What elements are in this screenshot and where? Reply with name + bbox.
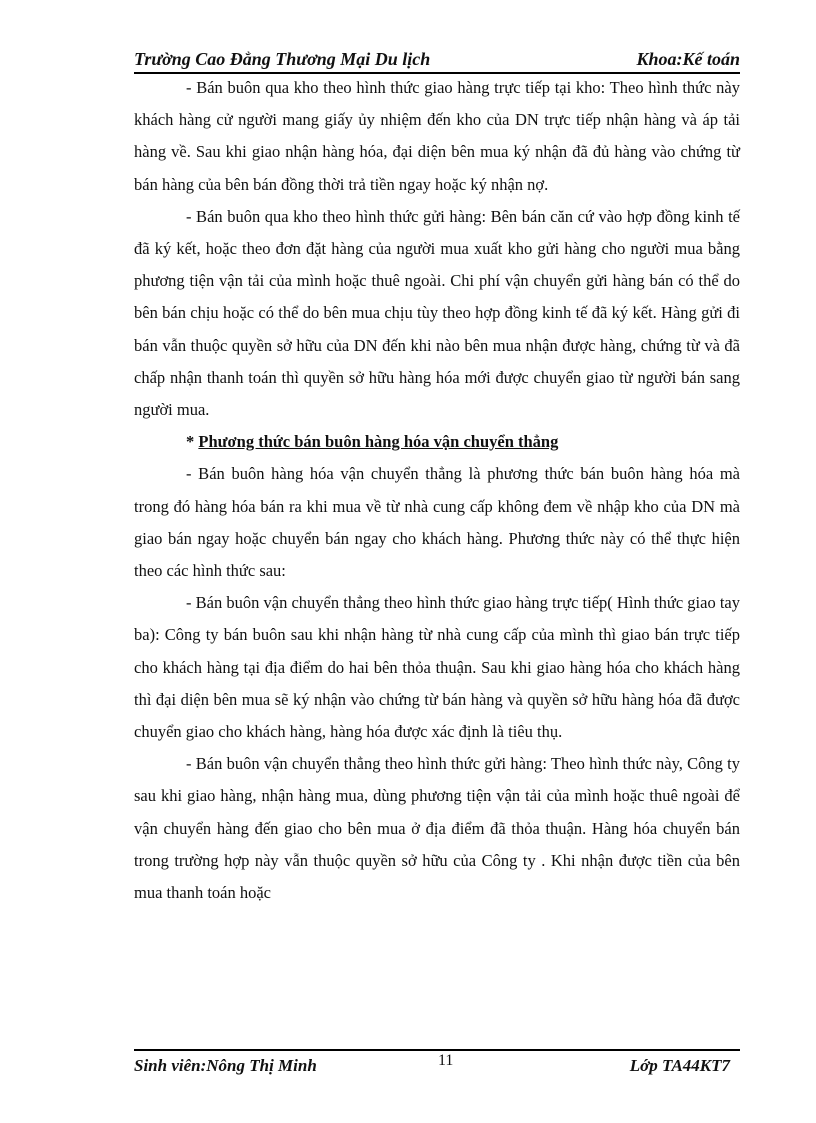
school-name: Trường Cao Đẳng Thương Mại Du lịch	[134, 49, 431, 69]
student-name: Sinh viên:Nông Thị Minh	[134, 1056, 317, 1075]
page-footer	[134, 1052, 740, 1076]
paragraph: - Bán buôn qua kho theo hình thức gửi hàng: Bên bán căn cứ vào hợp đồng kinh tế đã ký kết, hoặc theo đơn đặt hàng của người mua xuất kho gửi hàng cho người mua bằng phương tiện vận tải của mình hoặc thuê ngoài. Chi phí vận chuyển gửi hàng bán có thể do bên bán chịu hoặc có thể do bên mua chịu tùy theo hợp đồng kinh tế đã ký kết. Hàng gửi đi bán vẫn thuộc quyền sở hữu của DN đến khi nào bên mua nhận được hàng, chứng từ và đã chấp nhận thanh toán thì quyền sở hữu hàng hóa mới được chuyển giao từ người bán sang người mua.	[134, 206, 740, 420]
paragraph: - Bán buôn vận chuyển thẳng theo hình thức giao hàng trực tiếp( Hình thức giao tay ba): Công ty bán buôn sau khi nhận hàng từ nhà cung cấp của mình thì giao bán trực tiếp cho khách hàng tại địa điểm do hai bên thỏa thuận. Sau khi giao hàng hóa cho khách hàng thì đại diện bên mua sẽ ký nhận vào chứng từ bán hàng và quyền sở hữu hàng hóa đã được chuyển giao cho khách hàng, hàng hóa được xác định là tiêu thụ.	[134, 593, 740, 742]
page-number: 11	[438, 1052, 454, 1069]
paragraph: - Bán buôn qua kho theo hình thức giao hàng trực tiếp tại kho: Theo hình thức này khách hàng cử người mang giấy ủy nhiệm đến kho của DN trực tiếp nhận hàng và áp tải hàng về. Sau khi giao nhận hàng hóa, đại diện bên mua ký nhận đã đủ hàng vào chứng từ bán hàng của bên bán đồng thời trả tiền ngay hoặc ký nhận nợ.	[134, 78, 740, 194]
class-code: Lớp TA44KT7	[629, 1056, 730, 1075]
footer-divider	[134, 1049, 740, 1051]
document-body	[134, 72, 740, 909]
paragraph: - Bán buôn vận chuyển thẳng theo hình thức gửi hàng: Theo hình thức này, Công ty sau khi giao hàng, nhận hàng mua, dùng phương tiện vận tải của mình hoặc thuê ngoài để vận chuyển hàng đến giao cho bên mua ở địa điểm đã thỏa thuận. Hàng hóa chuyển bán trong trường hợp này vẫn thuộc quyền sở hữu của Công ty . Khi nhận được tiền của bên mua thanh toán hoặc	[134, 754, 740, 903]
paragraph: - Bán buôn hàng hóa vận chuyển thẳng là phương thức bán buôn hàng hóa mà trong đó hàng hóa bán ra khi mua về từ nhà cung cấp không đem về nhập kho của DN mà giao bán ngay hoặc chuyển bán ngay cho khách hàng. Phương thức này có thể thực hiện theo các hình thức sau:	[134, 464, 740, 581]
section-heading	[134, 426, 740, 458]
department-name: Khoa:Kế toán	[636, 49, 740, 69]
heading-marker: *	[186, 432, 199, 452]
heading-text: Phương thức bán buôn hàng hóa vận chuyển thẳng	[198, 432, 559, 452]
page-header	[134, 46, 740, 74]
